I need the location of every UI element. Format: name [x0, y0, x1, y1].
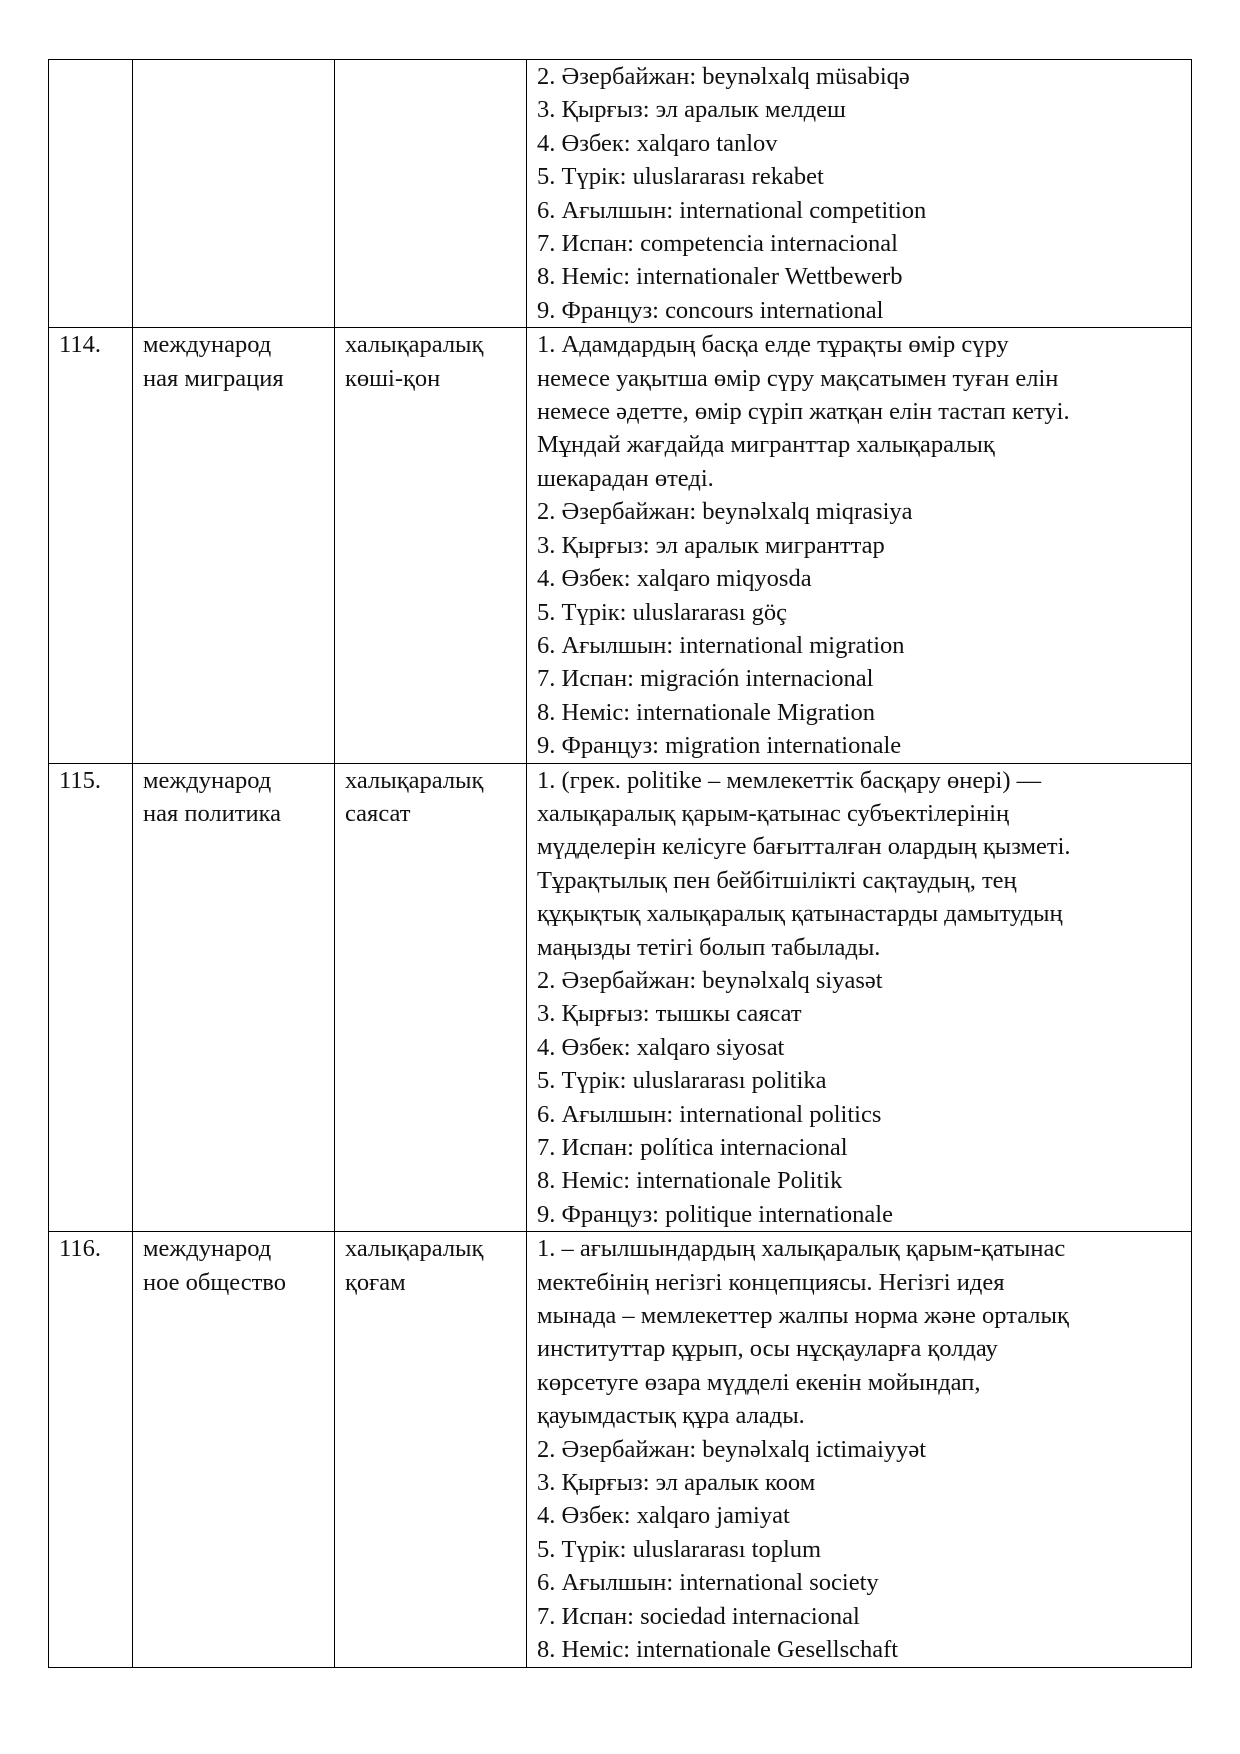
- definition-line: 9. Француз: migration internationale: [537, 732, 902, 760]
- entry-number: 115.: [49, 763, 133, 1232]
- definition-line: мүдделерін келісуге бағытталған олардың қызметі.: [537, 833, 1071, 861]
- definition-line: 1. – ағылшындардың халықаралық қарым-қатынас: [537, 1235, 1066, 1263]
- kazakh-term-line: саясат: [345, 799, 411, 827]
- kazakh-term: [335, 1232, 527, 1667]
- russian-term: [133, 1232, 335, 1667]
- definition-line: 5. Түрік: uluslararası göç: [537, 598, 788, 626]
- definition-line: шекарадан өтеді.: [537, 464, 714, 492]
- definition-line: 4. Өзбек: xalqaro jamiyat: [537, 1502, 790, 1530]
- definition-line: 2. Әзербайжан: beynəlxalq müsabiqə: [537, 63, 910, 90]
- definition-line: 3. Қырғыз: тышкы саясат: [537, 1000, 802, 1028]
- definition-line: 1. Адамдардың басқа елде тұрақты өмір сүру: [537, 331, 1009, 359]
- definition-line: 8. Неміс: internationale Politik: [537, 1167, 843, 1195]
- glossary-body: [49, 60, 1192, 1668]
- definition-line: 5. Түрік: uluslararası rekabet: [537, 163, 824, 191]
- kazakh-term: [335, 328, 527, 763]
- glossary-row: [49, 1232, 1192, 1667]
- definition-line: көрсетуге өзара мүдделі екенін мойындап,: [537, 1368, 981, 1396]
- glossary-row: [49, 60, 1192, 328]
- kazakh-term-line: халықаралық: [345, 1235, 484, 1263]
- definition-line: 7. Испан: competencia internacional: [537, 230, 898, 258]
- definition-line: 4. Өзбек: xalqaro tanlov: [537, 129, 778, 157]
- definition-line: 7. Испан: migración internacional: [537, 665, 874, 693]
- russian-term-line: ная миграция: [143, 364, 284, 392]
- definition-line: институттар құрып, осы нұсқауларға қолдау: [537, 1335, 998, 1363]
- definition-line: 9. Француз: politique internationale: [537, 1200, 893, 1228]
- definition-cell: [527, 1232, 1192, 1667]
- definition-line: 2. Әзербайжан: beynəlxalq miqrasiya: [537, 498, 913, 526]
- definition-line: 4. Өзбек: xalqaro miqyosda: [537, 565, 812, 593]
- definition-line: құқықтық халықаралық қатынастарды дамытудың: [537, 900, 1063, 928]
- definition-line: 8. Неміс: internationaler Wettbewerb: [537, 263, 903, 291]
- entry-number: [49, 60, 133, 328]
- definition-line: 8. Неміс: internationale Migration: [537, 698, 875, 726]
- definition-line: 8. Неміс: internationale Gesellschaft: [537, 1636, 899, 1664]
- definition-line: 3. Қырғыз: эл аралык мелдеш: [537, 96, 846, 124]
- definition-line: 4. Өзбек: xalqaro siyosat: [537, 1033, 785, 1061]
- definition-line: 6. Ағылшын: international migration: [537, 631, 905, 659]
- russian-term: [133, 328, 335, 763]
- definition-line: 6. Ағылшын: international politics: [537, 1100, 882, 1128]
- russian-term: [133, 763, 335, 1232]
- glossary-row: [49, 763, 1192, 1232]
- russian-term-line: международ: [143, 1235, 272, 1263]
- definition-line: 6. Ағылшын: international society: [537, 1569, 879, 1597]
- russian-term-line: международ: [143, 331, 272, 359]
- russian-term-line: ная политика: [143, 799, 281, 827]
- entry-number: 114.: [49, 328, 133, 763]
- kazakh-term: [335, 60, 527, 328]
- definition-line: мектебінің негізгі концепциясы. Негізгі идея: [537, 1268, 1005, 1296]
- definition-line: немесе әдетте, өмір сүріп жатқан елін тастап кетуі.: [537, 398, 1070, 426]
- definition-line: 7. Испан: sociedad internacional: [537, 1602, 860, 1630]
- definition-line: 6. Ағылшын: international competition: [537, 196, 927, 224]
- definition-line: 5. Түрік: uluslararası politika: [537, 1067, 827, 1095]
- glossary-table: [48, 59, 1192, 1668]
- kazakh-term-line: халықаралық: [345, 331, 484, 359]
- kazakh-term: [335, 763, 527, 1232]
- definition-cell: [527, 60, 1192, 328]
- definition-line: немесе уақытша өмір сүру мақсатымен туған елін: [537, 364, 1059, 392]
- russian-term: [133, 60, 335, 328]
- definition-cell: [527, 763, 1192, 1232]
- definition-line: маңызды тетігі болып табылады.: [537, 933, 881, 961]
- kazakh-term-line: қоғам: [345, 1268, 406, 1296]
- definition-line: 3. Қырғыз: эл аралык коом: [537, 1469, 816, 1497]
- kazakh-term-line: көші-қон: [345, 364, 441, 392]
- glossary-row: [49, 328, 1192, 763]
- definition-line: 9. Француз: concours international: [537, 296, 884, 324]
- russian-term-line: ное общество: [143, 1268, 286, 1296]
- definition-line: 2. Әзербайжан: beynəlxalq siyasət: [537, 966, 883, 994]
- definition-line: Мұндай жағдайда мигранттар халықаралық: [537, 431, 995, 459]
- definition-line: Тұрақтылық пен бейбітшілікті сақтаудың, тең: [537, 866, 1017, 894]
- russian-term-line: международ: [143, 766, 272, 794]
- definition-line: 3. Қырғыз: эл аралык мигранттар: [537, 531, 885, 559]
- kazakh-term-line: халықаралық: [345, 766, 484, 794]
- definition-line: мынада – мемлекеттер жалпы норма және орталық: [537, 1302, 1069, 1330]
- definition-cell: [527, 328, 1192, 763]
- entry-number: 116.: [49, 1232, 133, 1667]
- definition-line: 5. Түрік: uluslararası toplum: [537, 1535, 822, 1563]
- definition-line: 7. Испан: política internacional: [537, 1134, 848, 1161]
- definition-line: халықаралық қарым-қатынас субъектілерінің: [537, 799, 1010, 827]
- definition-line: 1. (грек. politike – мемлекеттік басқару өнері) —: [537, 766, 1042, 794]
- definition-line: 2. Әзербайжан: beynəlxalq ictimaiyyət: [537, 1435, 927, 1463]
- definition-line: қауымдастық құра алады.: [537, 1402, 805, 1430]
